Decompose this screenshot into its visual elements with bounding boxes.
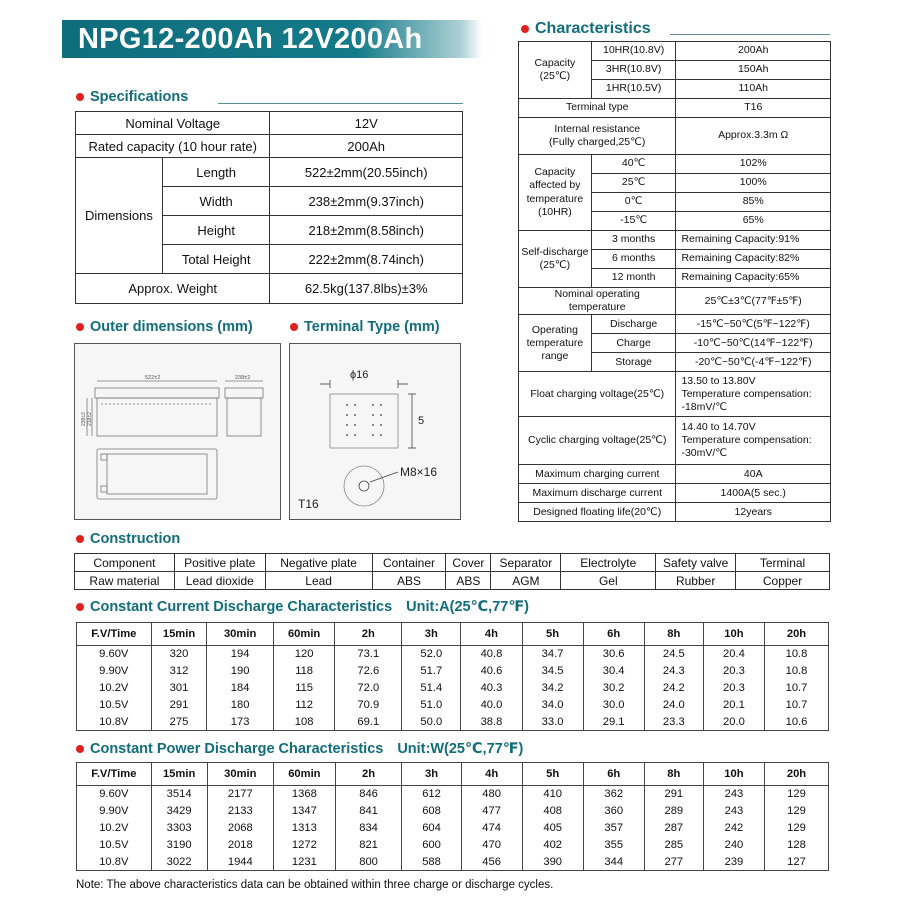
specifications-heading: Specifications <box>76 89 188 105</box>
operating-range: -15℃~50℃(5℉~122℉) <box>676 315 831 334</box>
construction-table <box>74 553 830 590</box>
temperature-capacity-label: Capacity affected by temperature (10HR) <box>519 155 592 231</box>
discharge-value-cell: 72.0 <box>335 680 402 697</box>
internal-resistance-label: Internal resistance (Fully charged,25℃) <box>519 118 676 155</box>
temperature-point: 40℃ <box>591 155 676 174</box>
discharge-value-cell: 3514 <box>151 786 207 803</box>
terminal-type-label: Terminal type <box>519 99 676 118</box>
column-header: 4h <box>461 623 522 646</box>
table-row <box>519 231 831 250</box>
table-row <box>75 572 830 590</box>
discharge-value-cell: 129 <box>764 786 828 803</box>
table-row <box>77 854 829 871</box>
construction-value: ABS <box>372 572 446 590</box>
construction-value: Lead <box>265 572 372 590</box>
discharge-value-cell: 24.3 <box>644 663 703 680</box>
discharge-value-cell: 275 <box>151 714 207 731</box>
discharge-value-cell: 456 <box>461 854 522 871</box>
table-row <box>77 663 829 680</box>
discharge-value-cell: 30.0 <box>583 697 644 714</box>
table-row <box>77 837 829 854</box>
column-header: 6h <box>583 623 644 646</box>
column-header: 10h <box>703 763 764 786</box>
column-header: F.V/Time <box>77 623 152 646</box>
construction-value: ABS <box>446 572 491 590</box>
discharge-value-cell: 10.7 <box>764 697 828 714</box>
discharge-value-cell: 3022 <box>151 854 207 871</box>
temperature-point: -15℃ <box>591 212 676 231</box>
discharge-value-cell: 600 <box>402 837 461 854</box>
construction-header: Electrolyte <box>561 554 656 572</box>
bullet-dot-icon <box>76 535 84 543</box>
discharge-value-cell: 402 <box>522 837 583 854</box>
column-header: 30min <box>207 623 273 646</box>
discharge-value-cell: 38.8 <box>461 714 522 731</box>
temperature-capacity: 65% <box>676 212 831 231</box>
max-discharge-value: 1400A(5 sec.) <box>676 484 831 503</box>
table-row <box>77 714 829 731</box>
table-row <box>77 786 829 803</box>
discharge-value-cell: 128 <box>764 837 828 854</box>
nominal-voltage-label: Nominal Voltage <box>76 112 270 135</box>
nominal-operating-label: Nominal operating temperature <box>519 288 676 315</box>
capacity-value: 110Ah <box>676 80 831 99</box>
final-voltage-cell: 10.5V <box>77 837 152 854</box>
self-discharge-label: Self-discharge (25℃) <box>519 231 592 288</box>
discharge-value-cell: 320 <box>151 646 207 663</box>
discharge-value-cell: 1347 <box>274 803 336 820</box>
discharge-value-cell: 477 <box>461 803 522 820</box>
discharge-value-cell: 312 <box>151 663 207 680</box>
terminal-type-heading: Terminal Type (mm) <box>290 319 440 335</box>
final-voltage-cell: 10.8V <box>77 714 152 731</box>
discharge-value-cell: 129 <box>764 820 828 837</box>
height2-dim-label: 218±2 <box>87 412 93 426</box>
construction-header: Container <box>372 554 446 572</box>
discharge-value-cell: 277 <box>644 854 703 871</box>
self-discharge-value: Remaining Capacity:91% <box>676 231 831 250</box>
final-voltage-cell: 9.90V <box>77 803 152 820</box>
construction-value: Raw material <box>75 572 175 590</box>
discharge-value-cell: 34.0 <box>522 697 583 714</box>
cyclic-voltage-value: 14.40 to 14.70V Temperature compensation: -30mV/℃ <box>676 417 831 465</box>
floating-life-label: Designed floating life(20℃) <box>519 503 676 522</box>
discharge-value-cell: 20.1 <box>703 697 764 714</box>
final-voltage-cell: 10.2V <box>77 680 152 697</box>
table-row <box>76 112 463 135</box>
discharge-value-cell: 410 <box>522 786 583 803</box>
discharge-value-cell: 73.1 <box>335 646 402 663</box>
discharge-value-cell: 30.6 <box>583 646 644 663</box>
self-discharge-period: 6 months <box>591 250 676 269</box>
discharge-value-cell: 120 <box>273 646 335 663</box>
table-row <box>77 646 829 663</box>
current-discharge-heading: Constant Current Discharge Characteristics Unit:A(25℃,77℉) <box>76 599 529 615</box>
capacity-rate: 1HR(10.5V) <box>591 80 676 99</box>
length-label: Length <box>162 158 270 187</box>
heading-rule <box>218 103 463 104</box>
final-voltage-cell: 10.5V <box>77 697 152 714</box>
operating-mode: Charge <box>591 334 676 353</box>
characteristics-heading: Characteristics <box>521 20 651 38</box>
column-header: 30min <box>207 763 273 786</box>
float-voltage-label: Float charging voltage(25℃) <box>519 372 676 417</box>
discharge-value-cell: 115 <box>273 680 335 697</box>
column-header: 15min <box>151 763 207 786</box>
height-value: 218±2mm(8.58inch) <box>270 216 463 245</box>
discharge-value-cell: 23.3 <box>644 714 703 731</box>
discharge-value-cell: 2177 <box>207 786 273 803</box>
self-discharge-value: Remaining Capacity:65% <box>676 269 831 288</box>
column-header: 5h <box>522 623 583 646</box>
temperature-point: 25℃ <box>591 174 676 193</box>
discharge-value-cell: 34.5 <box>522 663 583 680</box>
table-row <box>519 417 831 465</box>
discharge-value-cell: 2018 <box>207 837 273 854</box>
float-voltage-value: 13.50 to 13.80V Temperature compensation: -18mV/℃ <box>676 372 831 417</box>
construction-header: Negative plate <box>265 554 372 572</box>
discharge-value-cell: 173 <box>207 714 273 731</box>
capacity-value: 200Ah <box>676 42 831 61</box>
discharge-value-cell: 20.3 <box>703 680 764 697</box>
discharge-value-cell: 34.7 <box>522 646 583 663</box>
discharge-value-cell: 289 <box>644 803 703 820</box>
discharge-value-cell: 2133 <box>207 803 273 820</box>
discharge-value-cell: 1231 <box>274 854 336 871</box>
discharge-value-cell: 3190 <box>151 837 207 854</box>
column-header: 10h <box>703 623 764 646</box>
discharge-value-cell: 10.6 <box>764 714 828 731</box>
discharge-value-cell: 480 <box>461 786 522 803</box>
discharge-value-cell: 50.0 <box>402 714 461 731</box>
discharge-value-cell: 821 <box>335 837 402 854</box>
discharge-value-cell: 357 <box>583 820 644 837</box>
discharge-value-cell: 24.2 <box>644 680 703 697</box>
table-row <box>76 158 463 187</box>
discharge-value-cell: 69.1 <box>335 714 402 731</box>
weight-value: 62.5kg(137.8lbs)±3% <box>270 274 463 304</box>
self-discharge-period: 12 month <box>591 269 676 288</box>
discharge-value-cell: 841 <box>335 803 402 820</box>
battery-outline-icon <box>75 344 280 519</box>
height1-dim-label: 238±2 <box>81 412 87 426</box>
discharge-value-cell: 51.7 <box>402 663 461 680</box>
discharge-value-cell: 834 <box>335 820 402 837</box>
column-header: 15min <box>151 623 207 646</box>
discharge-value-cell: 242 <box>703 820 764 837</box>
column-header: 8h <box>644 623 703 646</box>
temperature-capacity: 100% <box>676 174 831 193</box>
construction-header: Terminal <box>736 554 830 572</box>
table-header-row <box>77 763 829 786</box>
column-header: 5h <box>522 763 583 786</box>
discharge-value-cell: 30.4 <box>583 663 644 680</box>
max-charge-value: 40A <box>676 465 831 484</box>
construction-value: Copper <box>736 572 830 590</box>
discharge-value-cell: 194 <box>207 646 273 663</box>
construction-value: Rubber <box>656 572 736 590</box>
discharge-value-cell: 29.1 <box>583 714 644 731</box>
discharge-value-cell: 10.8 <box>764 646 828 663</box>
discharge-value-cell: 3303 <box>151 820 207 837</box>
discharge-value-cell: 405 <box>522 820 583 837</box>
capacity-label: Capacity (25℃) <box>519 42 592 99</box>
nominal-operating-value: 25℃±3℃(77℉±5℉) <box>676 288 831 315</box>
discharge-value-cell: 608 <box>402 803 461 820</box>
depth-label: 5 <box>418 415 425 427</box>
construction-header: Positive plate <box>174 554 265 572</box>
discharge-value-cell: 20.4 <box>703 646 764 663</box>
diameter-label: ϕ16 <box>350 369 369 381</box>
discharge-value-cell: 51.0 <box>402 697 461 714</box>
internal-resistance-value: Approx.3.3m Ω <box>676 118 831 155</box>
discharge-value-cell: 51.4 <box>402 680 461 697</box>
table-row <box>76 135 463 158</box>
operating-range-label: Operating temperature range <box>519 315 592 372</box>
construction-header: Component <box>75 554 175 572</box>
discharge-value-cell: 612 <box>402 786 461 803</box>
discharge-value-cell: 1313 <box>274 820 336 837</box>
characteristics-table <box>518 41 831 522</box>
specifications-table <box>75 111 463 304</box>
temperature-capacity: 85% <box>676 193 831 212</box>
operating-range: -20℃~50℃(-4℉~122℉) <box>676 353 831 372</box>
discharge-value-cell: 40.6 <box>461 663 522 680</box>
construction-value: AGM <box>491 572 561 590</box>
bullet-dot-icon <box>76 745 84 753</box>
length-dim-label: 522±2 <box>145 375 161 381</box>
table-row <box>519 155 831 174</box>
discharge-value-cell: 390 <box>522 854 583 871</box>
discharge-value-cell: 40.0 <box>461 697 522 714</box>
table-row <box>77 680 829 697</box>
table-row <box>77 803 829 820</box>
discharge-value-cell: 3429 <box>151 803 207 820</box>
width-dim-label: 238±2 <box>235 375 251 381</box>
discharge-value-cell: 10.8 <box>764 663 828 680</box>
discharge-value-cell: 800 <box>335 854 402 871</box>
column-header: 60min <box>273 623 335 646</box>
discharge-value-cell: 362 <box>583 786 644 803</box>
power-discharge-heading: Constant Power Discharge Characteristics Unit:W(25℃,77℉) <box>76 741 523 757</box>
discharge-value-cell: 285 <box>644 837 703 854</box>
discharge-value-cell: 1944 <box>207 854 273 871</box>
column-header: 8h <box>644 763 703 786</box>
column-header: 20h <box>764 763 828 786</box>
column-header: 4h <box>461 763 522 786</box>
dimensions-label: Dimensions <box>76 158 163 274</box>
table-row <box>519 503 831 522</box>
discharge-value-cell: 243 <box>703 786 764 803</box>
construction-value: Lead dioxide <box>174 572 265 590</box>
construction-header: Separator <box>491 554 561 572</box>
width-value: 238±2mm(9.37inch) <box>270 187 463 216</box>
capacity-rate: 10HR(10.8V) <box>591 42 676 61</box>
discharge-value-cell: 190 <box>207 663 273 680</box>
discharge-value-cell: 588 <box>402 854 461 871</box>
outer-dimensions-drawing <box>74 343 281 520</box>
self-discharge-value: Remaining Capacity:82% <box>676 250 831 269</box>
table-row <box>519 99 831 118</box>
construction-value: Gel <box>561 572 656 590</box>
discharge-value-cell: 127 <box>764 854 828 871</box>
terminal-outline-icon <box>290 344 460 519</box>
discharge-value-cell: 360 <box>583 803 644 820</box>
final-voltage-cell: 10.8V <box>77 854 152 871</box>
floating-life-value: 12years <box>676 503 831 522</box>
column-header: 3h <box>402 623 461 646</box>
discharge-value-cell: 24.0 <box>644 697 703 714</box>
self-discharge-period: 3 months <box>591 231 676 250</box>
total-height-value: 222±2mm(8.74inch) <box>270 245 463 274</box>
column-header: 6h <box>583 763 644 786</box>
discharge-value-cell: 287 <box>644 820 703 837</box>
discharge-value-cell: 10.7 <box>764 680 828 697</box>
discharge-value-cell: 118 <box>273 663 335 680</box>
discharge-value-cell: 180 <box>207 697 273 714</box>
heading-rule <box>670 34 830 35</box>
discharge-value-cell: 291 <box>151 697 207 714</box>
capacity-rate: 3HR(10.8V) <box>591 61 676 80</box>
rated-capacity-label: Rated capacity (10 hour rate) <box>76 135 270 158</box>
table-row <box>519 484 831 503</box>
operating-mode: Discharge <box>591 315 676 334</box>
construction-heading: Construction <box>76 531 180 547</box>
final-voltage-cell: 9.60V <box>77 786 152 803</box>
discharge-value-cell: 474 <box>461 820 522 837</box>
cyclic-voltage-label: Cyclic charging voltage(25℃) <box>519 417 676 465</box>
table-row <box>75 554 830 572</box>
max-discharge-label: Maximum discharge current <box>519 484 676 503</box>
bullet-dot-icon <box>290 323 298 331</box>
column-header: 20h <box>764 623 828 646</box>
terminal-type-value: T16 <box>676 99 831 118</box>
discharge-value-cell: 291 <box>644 786 703 803</box>
table-row <box>519 118 831 155</box>
discharge-value-cell: 30.2 <box>583 680 644 697</box>
table-row <box>519 42 831 61</box>
construction-header: Cover <box>446 554 491 572</box>
footnote: Note: The above characteristics data can be obtained within three charge or discharge cycles. <box>76 879 554 891</box>
max-charge-label: Maximum charging current <box>519 465 676 484</box>
discharge-value-cell: 20.0 <box>703 714 764 731</box>
nominal-voltage-value: 12V <box>270 112 463 135</box>
discharge-value-cell: 184 <box>207 680 273 697</box>
power-discharge-table <box>76 762 829 871</box>
length-value: 522±2mm(20.55inch) <box>270 158 463 187</box>
discharge-value-cell: 355 <box>583 837 644 854</box>
discharge-value-cell: 243 <box>703 803 764 820</box>
discharge-value-cell: 40.8 <box>461 646 522 663</box>
table-row <box>519 465 831 484</box>
operating-range: -10℃~50℃(14℉~122℉) <box>676 334 831 353</box>
discharge-value-cell: 344 <box>583 854 644 871</box>
table-header-row <box>77 623 829 646</box>
discharge-value-cell: 240 <box>703 837 764 854</box>
column-header: 60min <box>274 763 336 786</box>
table-row <box>519 315 831 334</box>
discharge-value-cell: 24.5 <box>644 646 703 663</box>
table-row <box>76 274 463 304</box>
operating-mode: Storage <box>591 353 676 372</box>
capacity-value: 150Ah <box>676 61 831 80</box>
column-header: 3h <box>402 763 461 786</box>
table-row <box>519 372 831 417</box>
discharge-value-cell: 20.3 <box>703 663 764 680</box>
table-row <box>77 820 829 837</box>
discharge-value-cell: 129 <box>764 803 828 820</box>
discharge-value-cell: 72.6 <box>335 663 402 680</box>
bullet-dot-icon <box>76 603 84 611</box>
discharge-value-cell: 52.0 <box>402 646 461 663</box>
width-label: Width <box>162 187 270 216</box>
terminal-type-drawing <box>289 343 461 520</box>
discharge-value-cell: 70.9 <box>335 697 402 714</box>
discharge-value-cell: 604 <box>402 820 461 837</box>
temperature-point: 0℃ <box>591 193 676 212</box>
discharge-value-cell: 34.2 <box>522 680 583 697</box>
title-banner <box>62 20 482 58</box>
final-voltage-cell: 9.60V <box>77 646 152 663</box>
discharge-value-cell: 108 <box>273 714 335 731</box>
discharge-value-cell: 1272 <box>274 837 336 854</box>
table-row <box>77 697 829 714</box>
column-header: 2h <box>335 623 402 646</box>
bolt-label: M8×16 <box>400 465 438 479</box>
temperature-capacity: 102% <box>676 155 831 174</box>
page-title: NPG12-200Ah 12V200Ah <box>78 23 423 55</box>
final-voltage-cell: 10.2V <box>77 820 152 837</box>
table-row <box>519 288 831 315</box>
construction-header: Safety valve <box>656 554 736 572</box>
outer-dimensions-heading: Outer dimensions (mm) <box>76 319 253 335</box>
weight-label: Approx. Weight <box>76 274 270 304</box>
bullet-dot-icon <box>76 93 84 101</box>
column-header: F.V/Time <box>77 763 152 786</box>
power-discharge-unit: Unit:W(25℃,77℉) <box>397 741 524 757</box>
discharge-value-cell: 33.0 <box>522 714 583 731</box>
discharge-value-cell: 40.3 <box>461 680 522 697</box>
terminal-code-label: T16 <box>298 497 319 511</box>
bullet-dot-icon <box>76 323 84 331</box>
discharge-value-cell: 239 <box>703 854 764 871</box>
current-discharge-unit: Unit:A(25℃,77℉) <box>406 599 529 615</box>
discharge-value-cell: 112 <box>273 697 335 714</box>
height-label: Height <box>162 216 270 245</box>
discharge-value-cell: 1368 <box>274 786 336 803</box>
discharge-value-cell: 2068 <box>207 820 273 837</box>
discharge-value-cell: 301 <box>151 680 207 697</box>
current-discharge-table <box>76 622 829 731</box>
total-height-label: Total Height <box>162 245 270 274</box>
rated-capacity-value: 200Ah <box>270 135 463 158</box>
discharge-value-cell: 846 <box>335 786 402 803</box>
column-header: 2h <box>335 763 402 786</box>
discharge-value-cell: 470 <box>461 837 522 854</box>
final-voltage-cell: 9.90V <box>77 663 152 680</box>
bullet-dot-icon <box>521 25 529 33</box>
discharge-value-cell: 408 <box>522 803 583 820</box>
